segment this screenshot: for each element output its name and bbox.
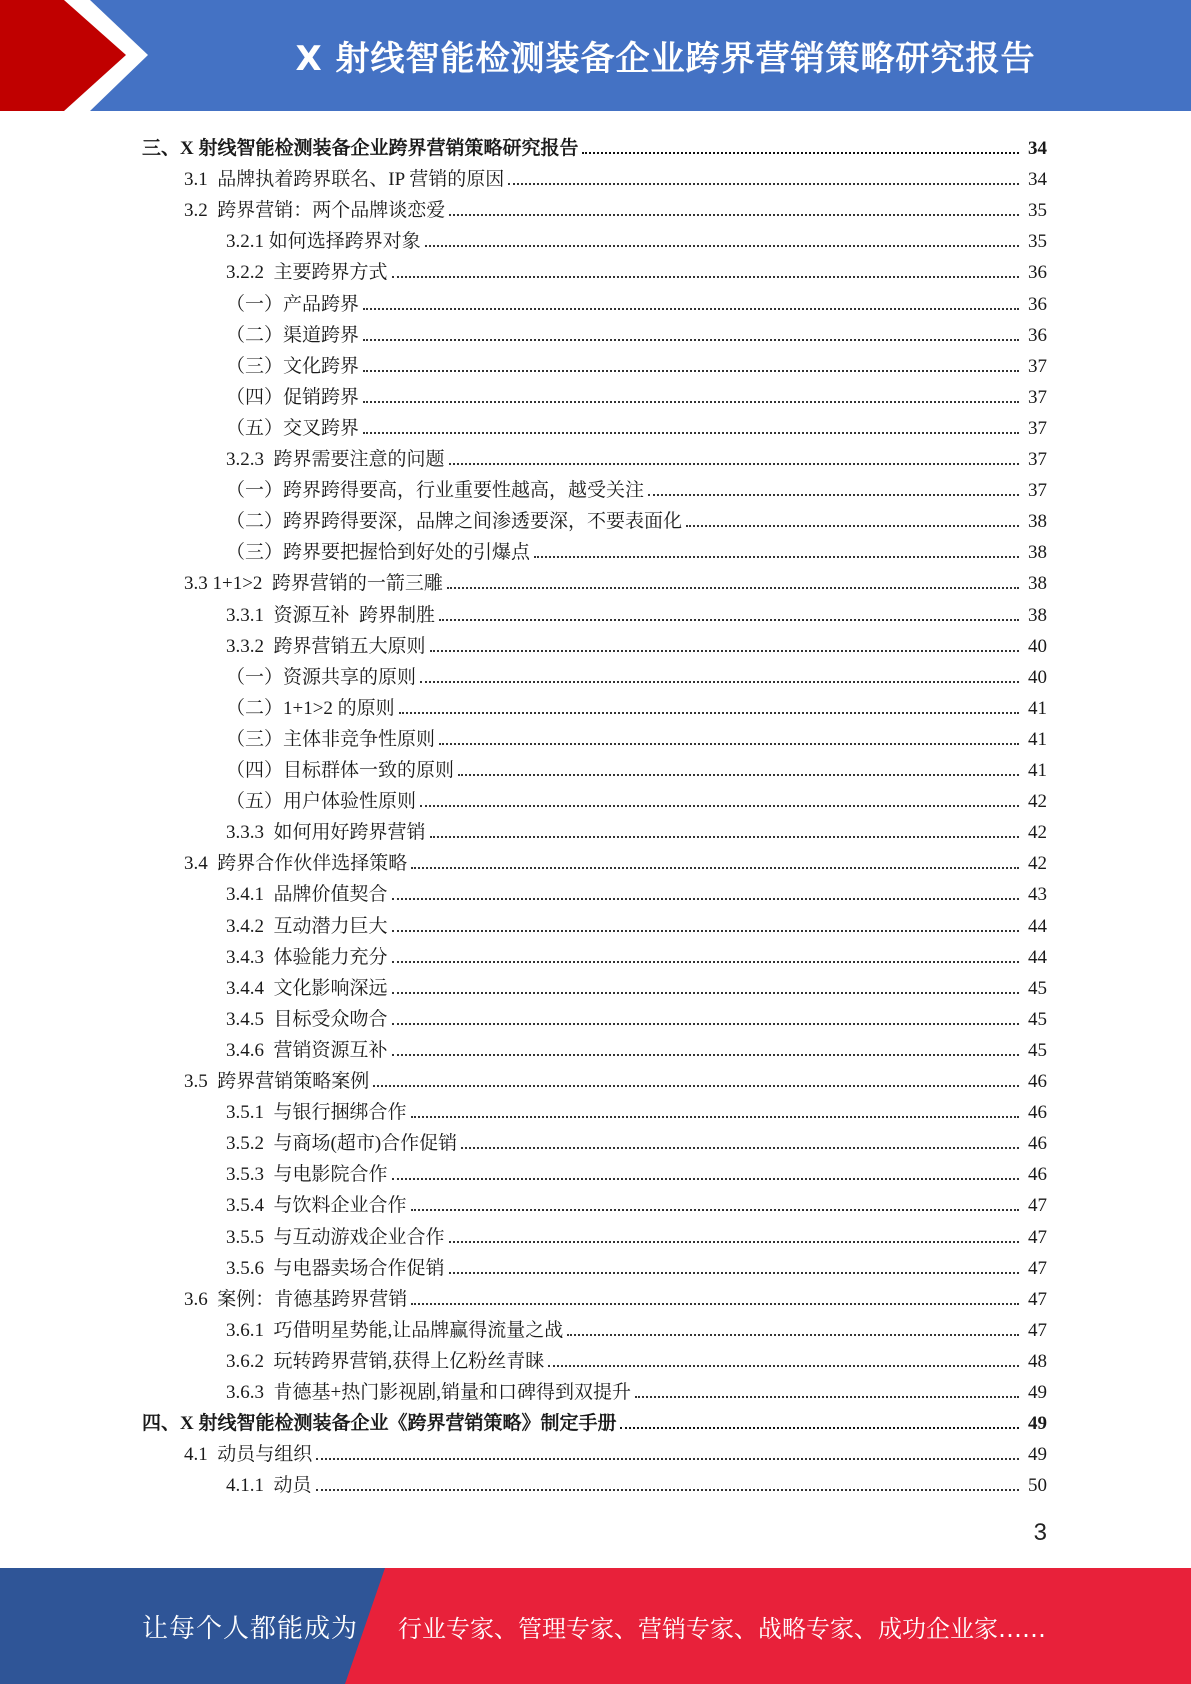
toc-entry-label: 3.5.6 与电器卖场合作促销 xyxy=(226,1257,445,1279)
toc-dot-leader xyxy=(635,1396,1019,1398)
toc-entry[interactable] xyxy=(0,407,1191,438)
toc-entry[interactable] xyxy=(0,531,1191,562)
toc-entry-label: 4.1 动员与组织 xyxy=(184,1444,313,1466)
toc-entry-page: 38 xyxy=(1028,511,1047,533)
toc-entry[interactable] xyxy=(0,345,1191,376)
toc-dot-leader xyxy=(447,587,1019,589)
toc-entry-page: 42 xyxy=(1028,822,1047,844)
toc-entry-page: 44 xyxy=(1028,946,1047,968)
toc-entry[interactable] xyxy=(0,220,1191,251)
toc-entry-page: 46 xyxy=(1028,1133,1047,1155)
toc-entry[interactable] xyxy=(0,873,1191,904)
toc-entry-page: 45 xyxy=(1028,1039,1047,1061)
toc-entry-page: 41 xyxy=(1028,760,1047,781)
toc-entry-page: 47 xyxy=(1028,1226,1047,1248)
toc-entry[interactable] xyxy=(0,967,1191,998)
toc-dot-leader xyxy=(392,961,1019,963)
toc-dot-leader xyxy=(411,1303,1019,1305)
toc-entry-page: 38 xyxy=(1028,542,1047,564)
toc-dot-leader xyxy=(363,401,1019,403)
toc-entry-page: 41 xyxy=(1028,728,1047,750)
toc-entry-label: （四）促销跨界 xyxy=(226,386,360,408)
toc-entry-label: （二）1+1>2 的原则 xyxy=(226,697,395,719)
toc-entry-page: 38 xyxy=(1028,573,1047,595)
toc-entry[interactable] xyxy=(0,936,1191,967)
toc-dot-leader xyxy=(648,494,1019,496)
toc-entry-page: 49 xyxy=(1028,1444,1047,1466)
toc-entry-page: 36 xyxy=(1028,324,1047,346)
toc-entry[interactable] xyxy=(0,780,1191,811)
toc-dot-leader xyxy=(686,525,1019,527)
toc-entry-label: 3.3.1 资源互补 跨界制胜 xyxy=(226,604,436,626)
toc-entry[interactable] xyxy=(0,905,1191,936)
page-header xyxy=(0,0,1191,111)
toc-entry-label: （五）用户体验性原则 xyxy=(226,791,417,813)
toc-entry-page: 45 xyxy=(1028,1008,1047,1030)
toc-entry-label: 3.6 案例：肯德基跨界营销 xyxy=(184,1288,408,1310)
toc-entry-label: 3.4.3 体验能力充分 xyxy=(226,946,388,968)
toc-entry[interactable] xyxy=(0,1371,1191,1402)
toc-entry-page: 46 xyxy=(1028,1102,1047,1124)
header-chevron-decoration xyxy=(0,0,150,111)
toc-entry-page: 49 xyxy=(1028,1382,1047,1403)
toc-entry-page: 40 xyxy=(1028,666,1047,688)
toc-entry-label: 3.3 1+1>2 跨界营销的一箭三雕 xyxy=(184,573,443,595)
toc-dot-leader xyxy=(582,152,1019,154)
toc-entry[interactable] xyxy=(0,594,1191,625)
toc-entry[interactable] xyxy=(0,1122,1191,1153)
toc-entry-label: 3.4.6 营销资源互补 xyxy=(226,1039,388,1061)
toc-entry[interactable] xyxy=(0,283,1191,314)
toc-entry-page: 38 xyxy=(1028,604,1047,626)
toc-entry-label: 四、X 射线智能检测装备企业《跨界营销策略》制定手册 xyxy=(142,1413,617,1435)
toc-dot-leader xyxy=(420,681,1019,683)
toc-dot-leader xyxy=(392,1054,1019,1056)
toc-entry[interactable] xyxy=(0,469,1191,500)
toc-dot-leader xyxy=(449,1272,1019,1274)
toc-entry[interactable] xyxy=(0,1247,1191,1278)
toc-entry-page: 35 xyxy=(1028,231,1047,253)
toc-entry-label: 3.4.5 目标受众吻合 xyxy=(226,1008,388,1030)
toc-entry-page: 34 xyxy=(1028,169,1047,191)
toc-dot-leader xyxy=(392,898,1019,900)
toc-entry-label: 3.6.3 肯德基+热门影视剧,销量和口碑得到双提升 xyxy=(226,1382,631,1403)
toc-dot-leader xyxy=(373,1085,1019,1087)
toc-entry-page: 36 xyxy=(1028,262,1047,284)
toc-dot-leader xyxy=(508,183,1019,185)
toc-entry[interactable] xyxy=(0,1091,1191,1122)
toc-entry-page: 35 xyxy=(1028,200,1047,222)
toc-dot-leader xyxy=(392,276,1019,278)
toc-entry[interactable] xyxy=(0,500,1191,531)
report-title: X 射线智能检测装备企业跨界营销策略研究报告 xyxy=(295,39,1036,79)
toc-entry-label: （三）文化跨界 xyxy=(226,355,360,377)
toc-dot-leader xyxy=(439,743,1019,745)
toc-dot-leader xyxy=(363,370,1019,372)
toc-entry-label: （一）资源共享的原则 xyxy=(226,666,417,688)
toc-dot-leader xyxy=(316,1489,1019,1491)
toc-entry-label: 3.2.1 如何选择跨界对象 xyxy=(226,231,421,253)
toc-entry-page: 47 xyxy=(1028,1257,1047,1279)
toc-entry-label: （四）目标群体一致的原则 xyxy=(226,760,455,781)
toc-entry-page: 37 xyxy=(1028,449,1047,470)
toc-dot-leader xyxy=(411,1209,1019,1211)
toc-entry[interactable] xyxy=(0,251,1191,282)
toc-dot-leader xyxy=(430,836,1019,838)
toc-entry[interactable] xyxy=(0,562,1191,593)
toc-dot-leader xyxy=(420,805,1019,807)
toc-entry[interactable] xyxy=(0,1433,1191,1464)
toc-dot-leader xyxy=(458,774,1019,776)
toc-entry-label: 3.4 跨界合作伙伴选择策略 xyxy=(184,853,408,875)
toc-entry[interactable] xyxy=(0,127,1191,158)
toc-dot-leader xyxy=(392,1178,1019,1180)
toc-entry-page: 49 xyxy=(1028,1413,1047,1435)
toc-entry-page: 46 xyxy=(1028,1071,1047,1092)
toc-dot-leader xyxy=(392,1023,1019,1025)
toc-entry-page: 37 xyxy=(1028,417,1047,439)
toc-entry-label: 3.3.2 跨界营销五大原则 xyxy=(226,635,426,657)
toc-dot-leader xyxy=(363,339,1019,341)
toc-entry-page: 42 xyxy=(1028,853,1047,875)
toc-entry[interactable] xyxy=(0,1153,1191,1184)
toc-entry-page: 44 xyxy=(1028,915,1047,937)
toc-entry-label: （二）渠道跨界 xyxy=(226,324,360,346)
toc-entry-label: 3.6.2 玩转跨界营销,获得上亿粉丝青睐 xyxy=(226,1350,545,1372)
toc-entry-page: 47 xyxy=(1028,1195,1047,1217)
toc-entry-label: 3.2.2 主要跨界方式 xyxy=(226,262,388,284)
toc-entry-page: 36 xyxy=(1028,293,1047,315)
toc-entry[interactable] xyxy=(0,1184,1191,1215)
toc-dot-leader xyxy=(392,992,1019,994)
toc-entry[interactable] xyxy=(0,1309,1191,1340)
toc-dot-leader xyxy=(430,650,1019,652)
toc-entry-page: 37 xyxy=(1028,386,1047,408)
toc-dot-leader xyxy=(449,463,1019,465)
toc-entry[interactable] xyxy=(0,376,1191,407)
toc-dot-leader xyxy=(425,245,1019,247)
toc-entry[interactable] xyxy=(0,438,1191,469)
toc-entry[interactable] xyxy=(0,189,1191,220)
page-number: 3 xyxy=(1033,1519,1047,1546)
toc-dot-leader xyxy=(439,619,1019,621)
toc-entry-label: 3.4.4 文化影响深远 xyxy=(226,977,388,999)
toc-dot-leader xyxy=(567,1334,1019,1336)
toc-entry[interactable] xyxy=(0,842,1191,873)
footer-slogan-right: 行业专家、管理专家、营销专家、战略专家、成功企业家…… xyxy=(398,1614,1046,1643)
toc-entry[interactable] xyxy=(0,1402,1191,1433)
toc-entry-page: 34 xyxy=(1028,138,1047,159)
toc-dot-leader xyxy=(620,1427,1019,1429)
toc-entry-label: 3.5.5 与互动游戏企业合作 xyxy=(226,1226,445,1248)
toc-entry-label: 3.5.2 与商场(超市)合作促销 xyxy=(226,1133,458,1155)
toc-dot-leader xyxy=(392,930,1019,932)
toc-entry[interactable] xyxy=(0,1340,1191,1371)
toc-entry[interactable] xyxy=(0,1216,1191,1247)
toc-entry-label: 3.3.3 如何用好跨界营销 xyxy=(226,822,426,844)
toc-entry-label: （一）跨界跨得要高，行业重要性越高，越受关注 xyxy=(226,480,645,502)
toc-entry-label: （二）跨界跨得要深，品牌之间渗透要深，不要表面化 xyxy=(226,511,683,533)
toc-dot-leader xyxy=(363,432,1019,434)
toc-entry[interactable] xyxy=(0,656,1191,687)
toc-dot-leader xyxy=(411,1116,1019,1118)
toc-entry[interactable] xyxy=(0,314,1191,345)
toc-dot-leader xyxy=(449,214,1019,216)
toc-entry-label: 3.2.3 跨界需要注意的问题 xyxy=(226,449,445,470)
toc-entry-label: （三）主体非竞争性原则 xyxy=(226,728,436,750)
toc-entry-page: 43 xyxy=(1028,884,1047,906)
toc-dot-leader xyxy=(411,867,1019,869)
toc-entry[interactable] xyxy=(0,625,1191,656)
toc-entry[interactable] xyxy=(0,1464,1191,1495)
toc-entry[interactable] xyxy=(0,1060,1191,1091)
toc-dot-leader xyxy=(534,556,1019,558)
toc-entry-label: 3.1 品牌执着跨界联名、IP 营销的原因 xyxy=(184,169,505,191)
toc-entry-page: 47 xyxy=(1028,1319,1047,1341)
toc-entry[interactable] xyxy=(0,998,1191,1029)
toc-entry[interactable] xyxy=(0,811,1191,842)
toc-entry-label: （五）交叉跨界 xyxy=(226,417,360,439)
toc-entry[interactable] xyxy=(0,749,1191,780)
toc-entry-label: （一）产品跨界 xyxy=(226,293,360,315)
toc-entry-page: 48 xyxy=(1028,1350,1047,1372)
toc-entry-label: 3.5.1 与银行捆绑合作 xyxy=(226,1102,407,1124)
page-footer xyxy=(0,1568,1191,1684)
toc-entry-page: 37 xyxy=(1028,480,1047,502)
toc-dot-leader xyxy=(399,712,1019,714)
toc-entry[interactable] xyxy=(0,1278,1191,1309)
toc-dot-leader xyxy=(316,1458,1019,1460)
toc-entry-label: 3.2 跨界营销：两个品牌谈恋爱 xyxy=(184,200,446,222)
toc-entry-label: （三）跨界要把握恰到好处的引爆点 xyxy=(226,542,531,564)
toc-entry-page: 40 xyxy=(1028,635,1047,657)
toc-entry-label: 3.6.1 巧借明星势能,让品牌赢得流量之战 xyxy=(226,1319,564,1341)
toc-dot-leader xyxy=(363,308,1019,310)
toc-entry-label: 3.4.2 互动潜力巨大 xyxy=(226,915,388,937)
toc-dot-leader xyxy=(461,1147,1019,1149)
toc-entry-label: 三、X 射线智能检测装备企业跨界营销策略研究报告 xyxy=(142,138,579,159)
toc-entry-page: 37 xyxy=(1028,355,1047,377)
toc-entry-page: 47 xyxy=(1028,1288,1047,1310)
toc-dot-leader xyxy=(548,1365,1019,1367)
toc-entry[interactable] xyxy=(0,1029,1191,1060)
toc-entry-page: 45 xyxy=(1028,977,1047,999)
toc-entry-page: 46 xyxy=(1028,1164,1047,1186)
toc-entry-label: 3.4.1 品牌价值契合 xyxy=(226,884,388,906)
toc-entry-label: 4.1.1 动员 xyxy=(226,1475,312,1497)
toc-entry-label: 3.5 跨界营销策略案例 xyxy=(184,1071,370,1092)
toc-entry-label: 3.5.4 与饮料企业合作 xyxy=(226,1195,407,1217)
toc-entry[interactable] xyxy=(0,718,1191,749)
toc-entry-page: 42 xyxy=(1028,791,1047,813)
toc-entry-label: 3.5.3 与电影院合作 xyxy=(226,1164,388,1186)
toc-dot-leader xyxy=(449,1241,1019,1243)
toc-entry[interactable] xyxy=(0,687,1191,718)
footer-slogan-left: 让每个人都能成为 xyxy=(142,1613,359,1644)
toc-entry-page: 41 xyxy=(1028,697,1047,719)
toc-entry-page: 50 xyxy=(1028,1475,1047,1497)
toc-entry[interactable] xyxy=(0,158,1191,189)
